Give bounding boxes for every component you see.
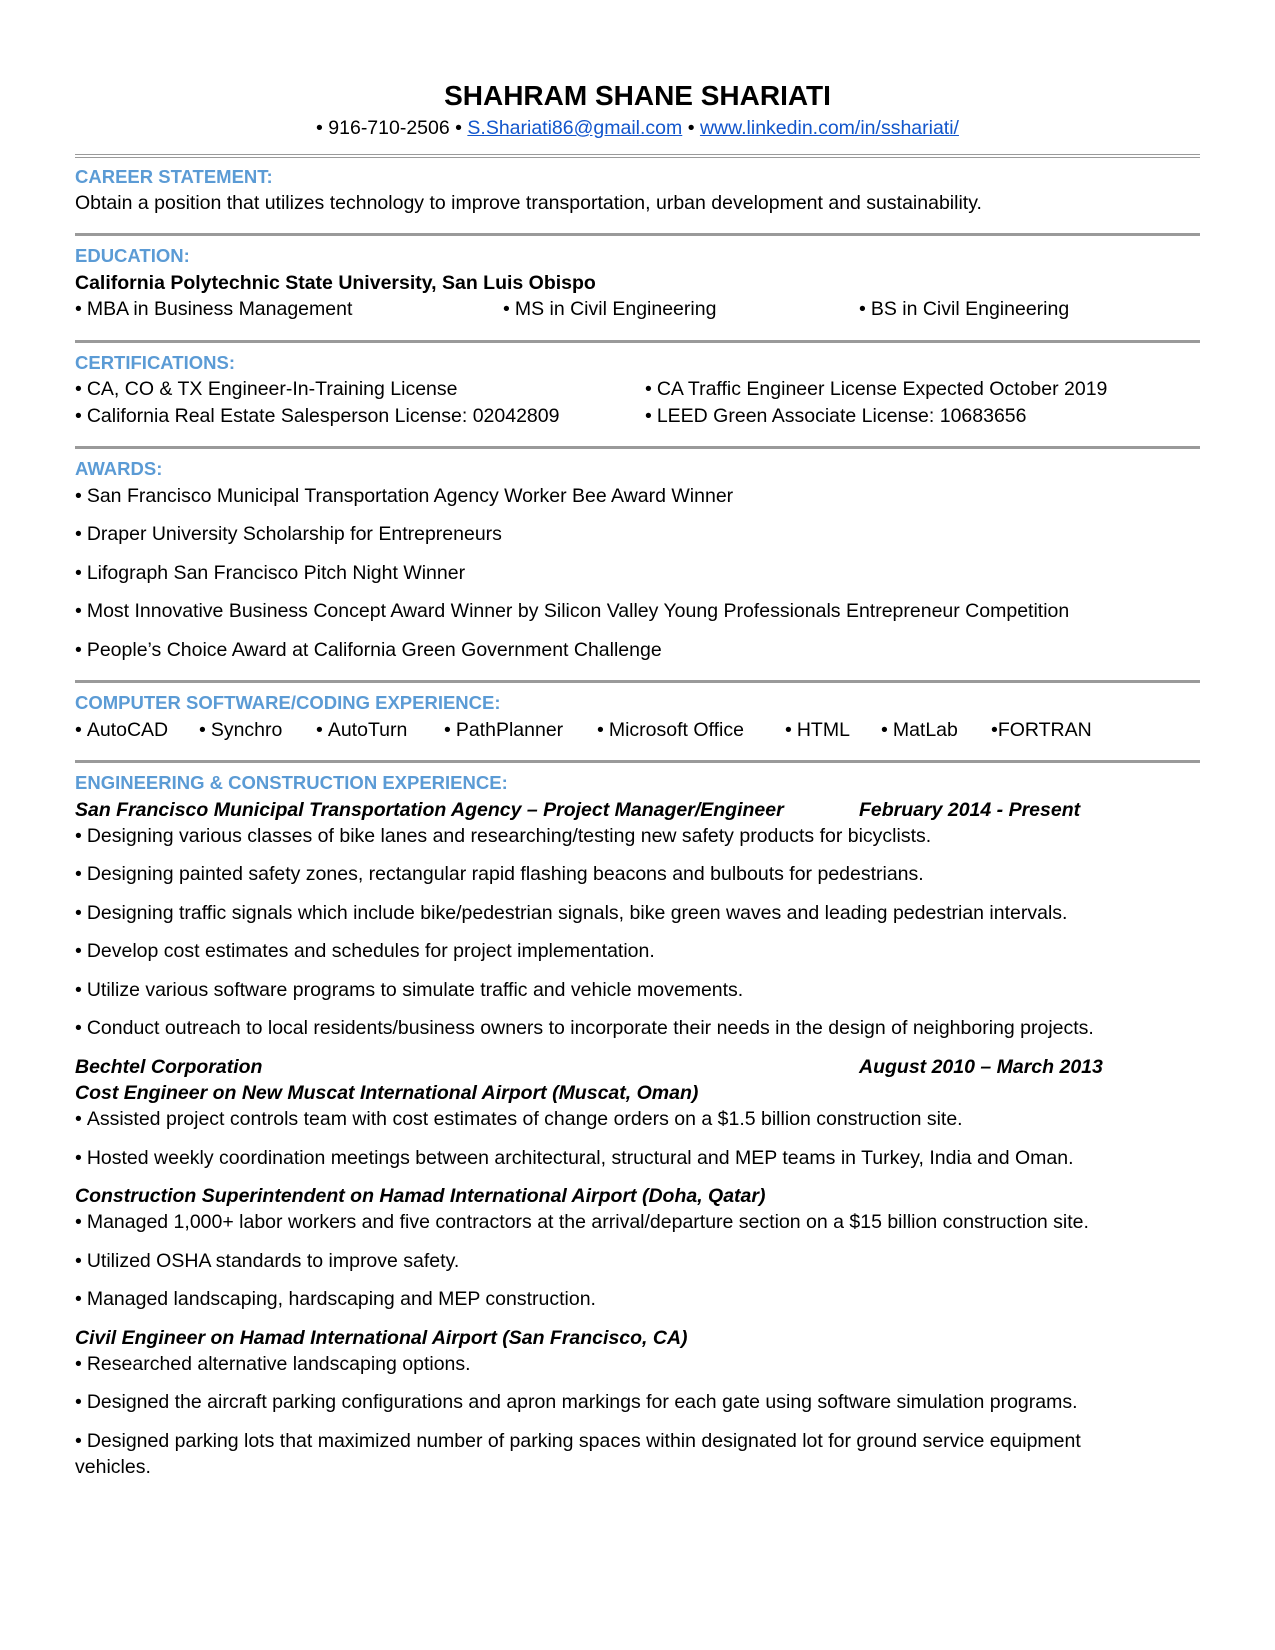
certification-item: • CA, CO & TX Engineer-In-Training License bbox=[75, 377, 458, 401]
software-item: • HTML bbox=[785, 718, 850, 742]
section-divider bbox=[75, 340, 1200, 343]
job-bullet: • Managed 1,000+ labor workers and five contractors at the arrival/departure section on a $15 billion construction site. bbox=[75, 1210, 1089, 1234]
section-divider bbox=[75, 680, 1200, 683]
certification-item: • CA Traffic Engineer License Expected October 2019 bbox=[645, 377, 1107, 401]
certifications-heading: CERTIFICATIONS: bbox=[75, 352, 235, 373]
awards-heading: AWARDS: bbox=[75, 458, 163, 479]
career-heading: CAREER STATEMENT: bbox=[75, 166, 273, 187]
job-bullet: • Designing traffic signals which include bike/pedestrian signals, bike green waves and leading pedestrian intervals. bbox=[75, 901, 1067, 925]
job-dates: August 2010 – March 2013 bbox=[859, 1056, 1103, 1078]
education-heading: EDUCATION: bbox=[75, 245, 190, 266]
award-item: • People’s Choice Award at California Green Government Challenge bbox=[75, 638, 662, 662]
experience-heading: ENGINEERING & CONSTRUCTION EXPERIENCE: bbox=[75, 772, 508, 793]
job-bullet: • Utilize various software programs to simulate traffic and vehicle movements. bbox=[75, 978, 743, 1002]
job-bullet: • Develop cost estimates and schedules for project implementation. bbox=[75, 939, 655, 963]
award-item: • Draper University Scholarship for Entrepreneurs bbox=[75, 522, 502, 546]
certification-item: • California Real Estate Salesperson License: 02042809 bbox=[75, 404, 559, 428]
role-title: Civil Engineer on Hamad International Airport (San Francisco, CA) bbox=[75, 1327, 688, 1349]
award-item: • Lifograph San Francisco Pitch Night Winner bbox=[75, 561, 465, 585]
award-item: • San Francisco Municipal Transportation Agency Worker Bee Award Winner bbox=[75, 484, 733, 508]
candidate-name: SHAHRAM SHANE SHARIATI bbox=[444, 80, 831, 111]
job-bullet: • Assisted project controls team with cost estimates of change orders on a $1.5 billion construction site. bbox=[75, 1107, 963, 1131]
job-bullet: • Conduct outreach to local residents/business owners to incorporate their needs in the design of neighboring projects. bbox=[75, 1016, 1094, 1040]
bullet-icon: • bbox=[455, 117, 468, 139]
email-link[interactable]: S.Shariati86@gmail.com bbox=[467, 117, 683, 139]
software-item: •FORTRAN bbox=[991, 719, 1092, 741]
software-item: • AutoCAD bbox=[75, 718, 168, 742]
bullet-icon: • bbox=[991, 719, 998, 741]
software-item: • PathPlanner bbox=[444, 718, 563, 742]
software-item: • MatLab bbox=[881, 718, 958, 742]
job-bullet: • Researched alternative landscaping options. bbox=[75, 1352, 471, 1376]
software-item: • AutoTurn bbox=[316, 718, 407, 742]
job-bullet-continuation: vehicles. bbox=[75, 1456, 151, 1478]
job-bullet: • Designed parking lots that maximized number of parking spaces within designated lot for ground service equipment bbox=[75, 1429, 1081, 1453]
school-name: California Polytechnic State University, San Luis Obispo bbox=[75, 272, 596, 294]
role-title: Cost Engineer on New Muscat International Airport (Muscat, Oman) bbox=[75, 1082, 699, 1104]
certification-item: • LEED Green Associate License: 10683656 bbox=[645, 404, 1027, 428]
bullet-icon: • bbox=[316, 117, 329, 139]
software-item: • Synchro bbox=[199, 718, 282, 742]
software-heading: COMPUTER SOFTWARE/CODING EXPERIENCE: bbox=[75, 692, 501, 713]
job-bullet: • Managed landscaping, hardscaping and MEP construction. bbox=[75, 1287, 596, 1311]
software-item: • Microsoft Office bbox=[597, 718, 744, 742]
job-bullet: • Designed the aircraft parking configurations and apron markings for each gate using software simulation programs. bbox=[75, 1390, 1078, 1414]
degree-item: • MBA in Business Management bbox=[75, 297, 352, 321]
job-dates: February 2014 - Present bbox=[859, 799, 1081, 821]
award-item: • Most Innovative Business Concept Award Winner by Silicon Valley Young Professionals Entrepreneur Competition bbox=[75, 599, 1069, 623]
career-statement: Obtain a position that utilizes technology to improve transportation, urban development and sustainability. bbox=[75, 192, 982, 214]
phone-number: 916-710-2506 bbox=[328, 117, 450, 139]
job-bullet: • Designing various classes of bike lanes and researching/testing new safety products for bicyclists. bbox=[75, 824, 931, 848]
section-divider bbox=[75, 760, 1200, 763]
degree-item: • MS in Civil Engineering bbox=[503, 297, 716, 321]
job-bullet: • Hosted weekly coordination meetings between architectural, structural and MEP teams in Turkey, India and Oman. bbox=[75, 1146, 1074, 1170]
section-divider bbox=[75, 446, 1200, 449]
contact-line bbox=[75, 116, 1200, 140]
resume-page bbox=[75, 0, 1200, 1650]
company-name: Bechtel Corporation bbox=[75, 1056, 263, 1078]
section-divider bbox=[75, 233, 1200, 236]
job-bullet: • Utilized OSHA standards to improve safety. bbox=[75, 1249, 459, 1273]
job-bullet: • Designing painted safety zones, rectangular rapid flashing beacons and bulbouts for pedestrians. bbox=[75, 862, 924, 886]
degree-item: • BS in Civil Engineering bbox=[859, 297, 1069, 321]
linkedin-link[interactable]: www.linkedin.com/in/sshariati/ bbox=[699, 117, 959, 139]
bullet-icon: • bbox=[687, 117, 700, 139]
job-title: San Francisco Municipal Transportation Agency – Project Manager/Engineer bbox=[75, 799, 784, 821]
role-title: Construction Superintendent on Hamad International Airport (Doha, Qatar) bbox=[75, 1185, 766, 1207]
header-divider bbox=[75, 154, 1200, 158]
